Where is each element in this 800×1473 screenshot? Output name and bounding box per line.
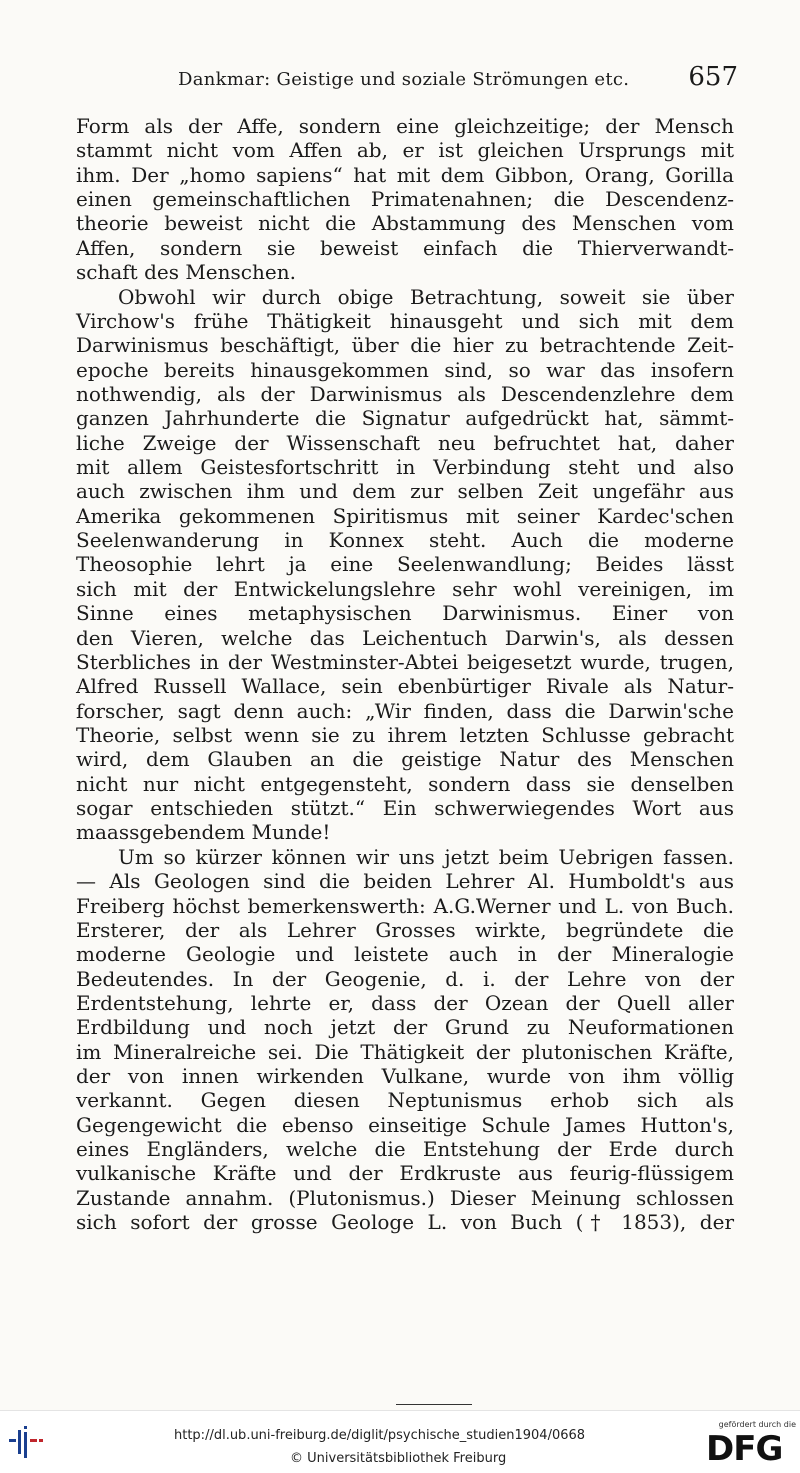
funding-caption: gefördert durch die <box>718 1420 796 1429</box>
text-line: theorie beweist nicht die Abstammung des Menschen vom <box>76 211 734 236</box>
text-line: mit allem Geistesfortschritt in Verbindung steht und also <box>76 455 734 480</box>
text-line: Sinne eines metaphysischen Darwinismus. Einer von <box>76 601 734 626</box>
body-text <box>76 114 734 1235</box>
text-line: der von innen wirkenden Vulkane, wurde von ihm völlig <box>76 1064 734 1089</box>
text-line: nothwendig, als der Darwinismus als Descendenzlehre dem <box>76 381 734 406</box>
text-line: Theorie, selbst wenn sie zu ihrem letzten Schlusse gebracht <box>76 722 734 747</box>
text-line: Freiberg höchst bemerkenswerth: A.G.Werner und L. von Buch. <box>76 893 734 918</box>
text-line: Zustande annahm. (Plutonismus.) Dieser Meinung schlossen <box>76 1185 734 1210</box>
text-line: sogar entschieden stützt.“ Ein schwerwiegendes Wort aus <box>76 796 734 821</box>
text-line: epoche bereits hinausgekommen sind, so war das insofern <box>76 357 734 382</box>
text-line: maassgebendem Munde! <box>76 820 331 845</box>
text-line: auch zwischen ihm und dem zur selben Zeit ungefähr aus <box>76 479 734 504</box>
text-line: Bedeutendes. In der Geogenie, d. i. der Lehre von der <box>76 966 734 991</box>
text-line: verkannt. Gegen diesen Neptunismus erhob sich als <box>76 1088 734 1113</box>
text-line: einen gemeinschaftlichen Primatenahnen; die Descendenz- <box>76 187 734 212</box>
text-line: den Vieren, welche das Leichentuch Darwin's, als dessen <box>76 625 734 650</box>
library-logo-icon <box>6 1422 46 1462</box>
text-line: vulkanische Kräfte und der Erdkruste aus feurig-flüssigem <box>76 1161 734 1186</box>
text-line: Virchow's frühe Thätigkeit hinausgeht und sich mit dem <box>76 308 734 333</box>
text-line: forscher, sagt denn auch: „Wir finden, dass die Darwin'sche <box>76 698 734 723</box>
dfg-logo: DFG <box>706 1429 783 1469</box>
text-line: Erdbildung und noch jetzt der Grund zu Neuformationen <box>76 1015 734 1040</box>
text-line: sich sofort der grosse Geologe L. von Buch († 1853), der <box>76 1210 734 1235</box>
text-line: eines Engländers, welche die Entstehung der Erde durch <box>76 1137 734 1162</box>
text-line: stammt nicht vom Affen ab, er ist gleichen Ursprungs mit <box>76 138 734 163</box>
text-line: Darwinismus beschäftigt, über die hier zu betrachtende Zeit- <box>76 333 734 358</box>
text-line: nicht nur nicht entgegensteht, sondern dass sie denselben <box>76 771 734 796</box>
text-line: ganzen Jahrhunderte die Signatur aufgedrückt hat, sämmt- <box>76 406 734 431</box>
text-line: Sterbliches in der Westminster-Abtei beigesetzt wurde, trugen, <box>76 649 734 674</box>
text-line: Theosophie lehrt ja eine Seelenwandlung; Beides lässt <box>76 552 734 577</box>
text-line: sich mit der Entwickelungslehre sehr wohl vereinigen, im <box>76 576 734 601</box>
text-line: schaft des Menschen. <box>76 260 296 285</box>
page-number: 657 <box>688 62 738 92</box>
text-line: Erdentstehung, lehrte er, dass der Ozean der Quell aller <box>76 990 734 1015</box>
text-line: Amerika gekommenen Spiritismus mit seiner Kardec'schen <box>76 503 734 528</box>
text-line: — Als Geologen sind die beiden Lehrer Al. Humboldt's aus <box>76 869 734 894</box>
text-line: Ersterer, der als Lehrer Grosses wirkte, begründete die <box>76 917 734 942</box>
text-line: moderne Geologie und leistete auch in der Mineralogie <box>76 942 734 967</box>
text-line: Form als der Affe, sondern eine gleichzeitige; der Mensch <box>76 114 734 138</box>
text-line: Seelenwanderung in Konnex steht. Auch die moderne <box>76 528 734 553</box>
copyright-notice: © Universitätsbibliothek Freiburg <box>290 1451 507 1466</box>
running-head <box>178 62 738 96</box>
text-line: wird, dem Glauben an die geistige Natur des Menschen <box>76 747 734 772</box>
text-line: liche Zweige der Wissenschaft neu befruchtet hat, daher <box>76 430 734 455</box>
text-line: Obwohl wir durch obige Betrachtung, soweit sie über <box>118 284 734 309</box>
permalink-url[interactable]: http://dl.ub.uni-freiburg.de/diglit/psychische_studien1904/0668 <box>174 1428 586 1443</box>
running-title: Dankmar: Geistige und soziale Strömungen etc. <box>178 69 630 90</box>
text-line: im Mineralreiche sei. Die Thätigkeit der plutonischen Kräfte, <box>76 1039 734 1064</box>
text-line: Affen, sondern sie beweist einfach die Thierverwandt- <box>76 235 734 260</box>
footnote-rule <box>396 1404 472 1405</box>
text-line: ihm. Der „homo sapiens“ hat mit dem Gibbon, Orang, Gorilla <box>76 162 734 187</box>
text-line: Alfred Russell Wallace, sein ebenbürtiger Rivale als Natur- <box>76 674 734 699</box>
text-line: Um so kürzer können wir uns jetzt beim Uebrigen fassen. <box>118 844 734 869</box>
text-line: Gegengewicht die ebenso einseitige Schule James Hutton's, <box>76 1112 734 1137</box>
